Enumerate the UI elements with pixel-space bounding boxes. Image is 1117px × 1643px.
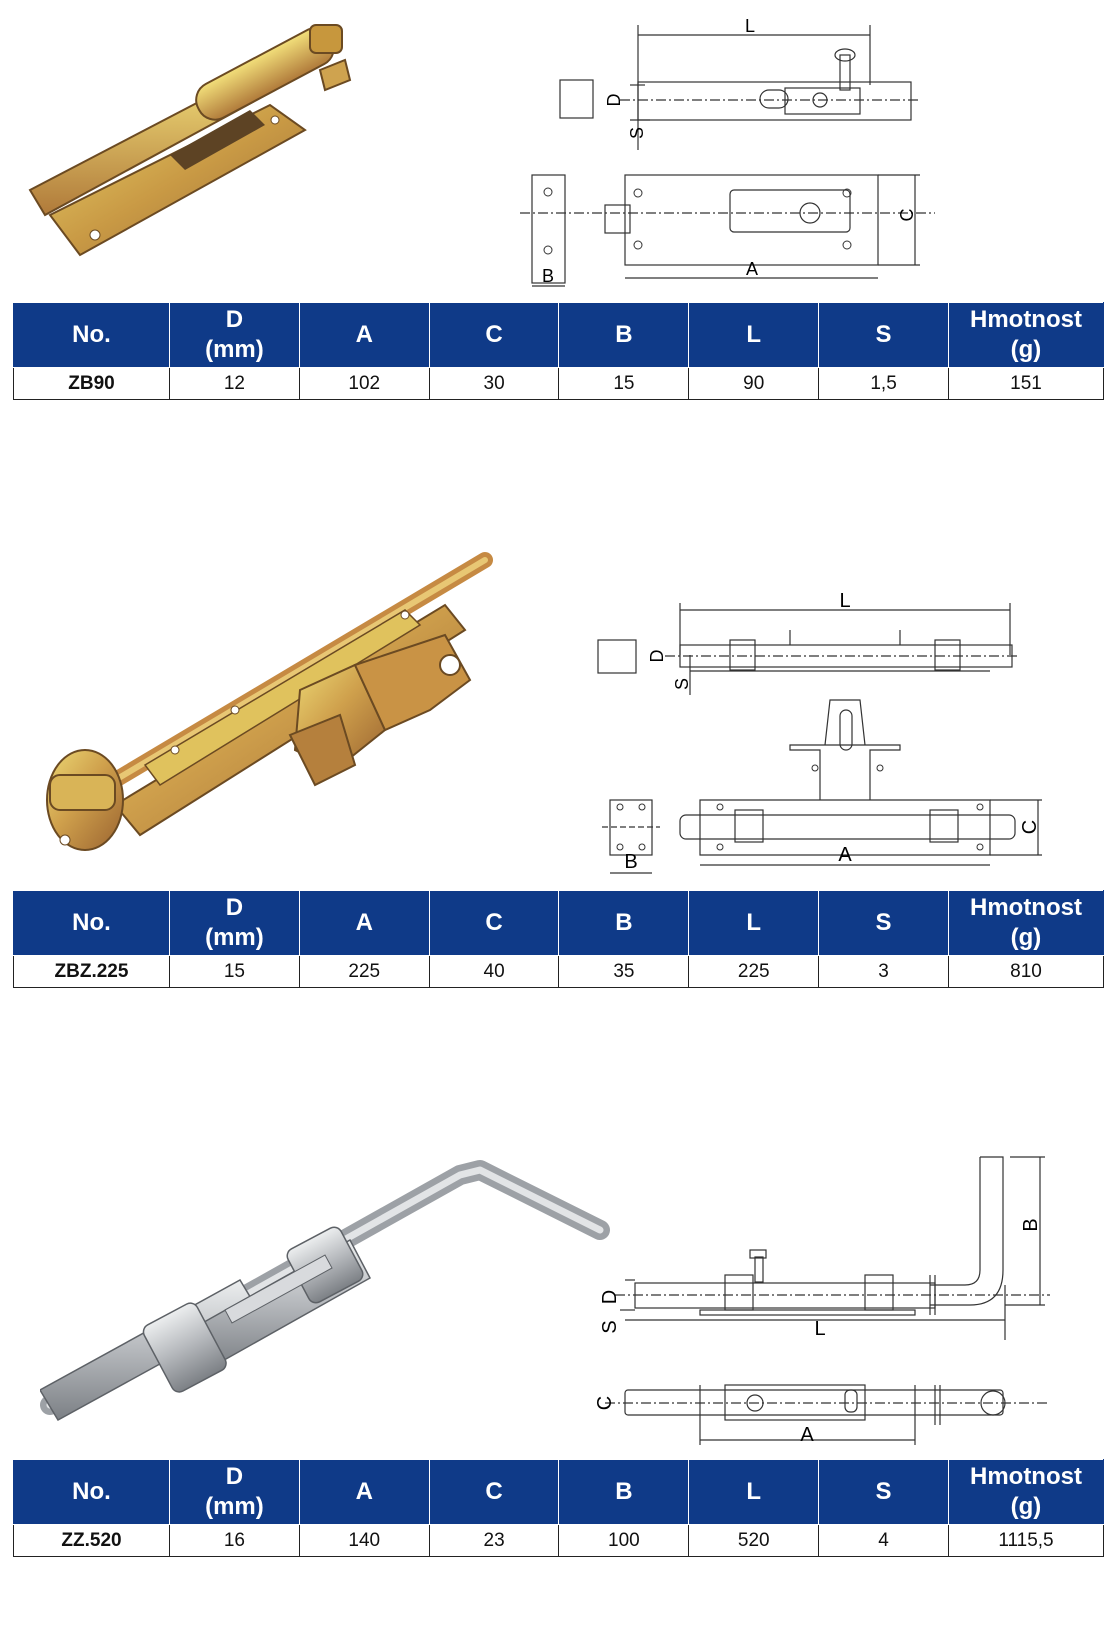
col-header-d: D (mm): [170, 891, 300, 956]
cell-a: 102: [299, 368, 429, 400]
cell-a: 140: [299, 1525, 429, 1557]
cell-d: 15: [170, 956, 300, 988]
product-photo-zz520: [40, 1150, 620, 1440]
cell-weight: 810: [948, 956, 1103, 988]
col-header-weight: Hmotnost (g): [948, 1460, 1103, 1525]
cell-s: 1,5: [819, 368, 949, 400]
col-header-s: S: [819, 1460, 949, 1525]
col-header-no: No.: [14, 1460, 170, 1525]
col-header-s: S: [819, 303, 949, 368]
col-header-no: No.: [14, 303, 170, 368]
col-header-c: C: [429, 1460, 559, 1525]
col-header-weight: Hmotnost (g): [948, 891, 1103, 956]
col-header-l: L: [689, 891, 819, 956]
cell-b: 15: [559, 368, 689, 400]
col-header-a: A: [299, 1460, 429, 1525]
cell-weight: 151: [948, 368, 1103, 400]
dim-label-s: S: [627, 126, 647, 140]
col-header-weight: Hmotnost (g): [948, 303, 1103, 368]
col-header-b: B: [559, 891, 689, 956]
col-header-d: D (mm): [170, 1460, 300, 1525]
cell-s: 4: [819, 1525, 949, 1557]
table-row: [14, 1525, 1104, 1557]
col-header-b: B: [559, 1460, 689, 1525]
dim-label-a: A: [745, 259, 759, 279]
dim-label-s: S: [672, 677, 692, 691]
spec-table-zz520: [13, 1459, 1104, 1557]
col-header-no: No.: [14, 891, 170, 956]
cell-no: ZZ.520: [14, 1525, 170, 1557]
cell-b: 100: [559, 1525, 689, 1557]
col-header-c: C: [429, 891, 559, 956]
technical-drawing-zz520: [585, 1145, 1055, 1445]
dim-label-d: D: [604, 93, 624, 107]
cell-l: 225: [689, 956, 819, 988]
col-header-a: A: [299, 891, 429, 956]
dim-label-a: A: [800, 1424, 814, 1445]
col-header-a: A: [299, 303, 429, 368]
col-header-l: L: [689, 303, 819, 368]
dim-label-s: S: [599, 1320, 621, 1334]
dim-label-b: B: [541, 266, 555, 286]
col-header-d: D (mm): [170, 303, 300, 368]
dim-label-d: D: [647, 649, 667, 663]
dim-label-b: B: [624, 851, 638, 873]
cell-no: ZBZ.225: [14, 956, 170, 988]
cell-weight: 1115,5: [948, 1525, 1103, 1557]
cell-l: 520: [689, 1525, 819, 1557]
cell-a: 225: [299, 956, 429, 988]
cell-no: ZB90: [14, 368, 170, 400]
dim-label-l: L: [744, 16, 756, 36]
dim-label-b: B: [1020, 1218, 1042, 1232]
col-header-s: S: [819, 891, 949, 956]
col-header-c: C: [429, 303, 559, 368]
col-header-b: B: [559, 303, 689, 368]
dim-label-c: C: [897, 208, 917, 222]
dim-label-l: L: [839, 590, 851, 612]
cell-b: 35: [559, 956, 689, 988]
cell-d: 12: [170, 368, 300, 400]
dim-label-c: C: [1019, 819, 1041, 835]
cell-c: 40: [429, 956, 559, 988]
cell-l: 90: [689, 368, 819, 400]
dim-label-d: D: [599, 1289, 621, 1305]
table-header-row: [14, 1460, 1104, 1525]
dim-label-l: L: [814, 1318, 826, 1340]
cell-s: 3: [819, 956, 949, 988]
dim-label-c: C: [594, 1395, 616, 1411]
col-header-l: L: [689, 1460, 819, 1525]
cell-c: 30: [429, 368, 559, 400]
cell-d: 16: [170, 1525, 300, 1557]
cell-c: 23: [429, 1525, 559, 1557]
dim-label-a: A: [838, 844, 852, 866]
